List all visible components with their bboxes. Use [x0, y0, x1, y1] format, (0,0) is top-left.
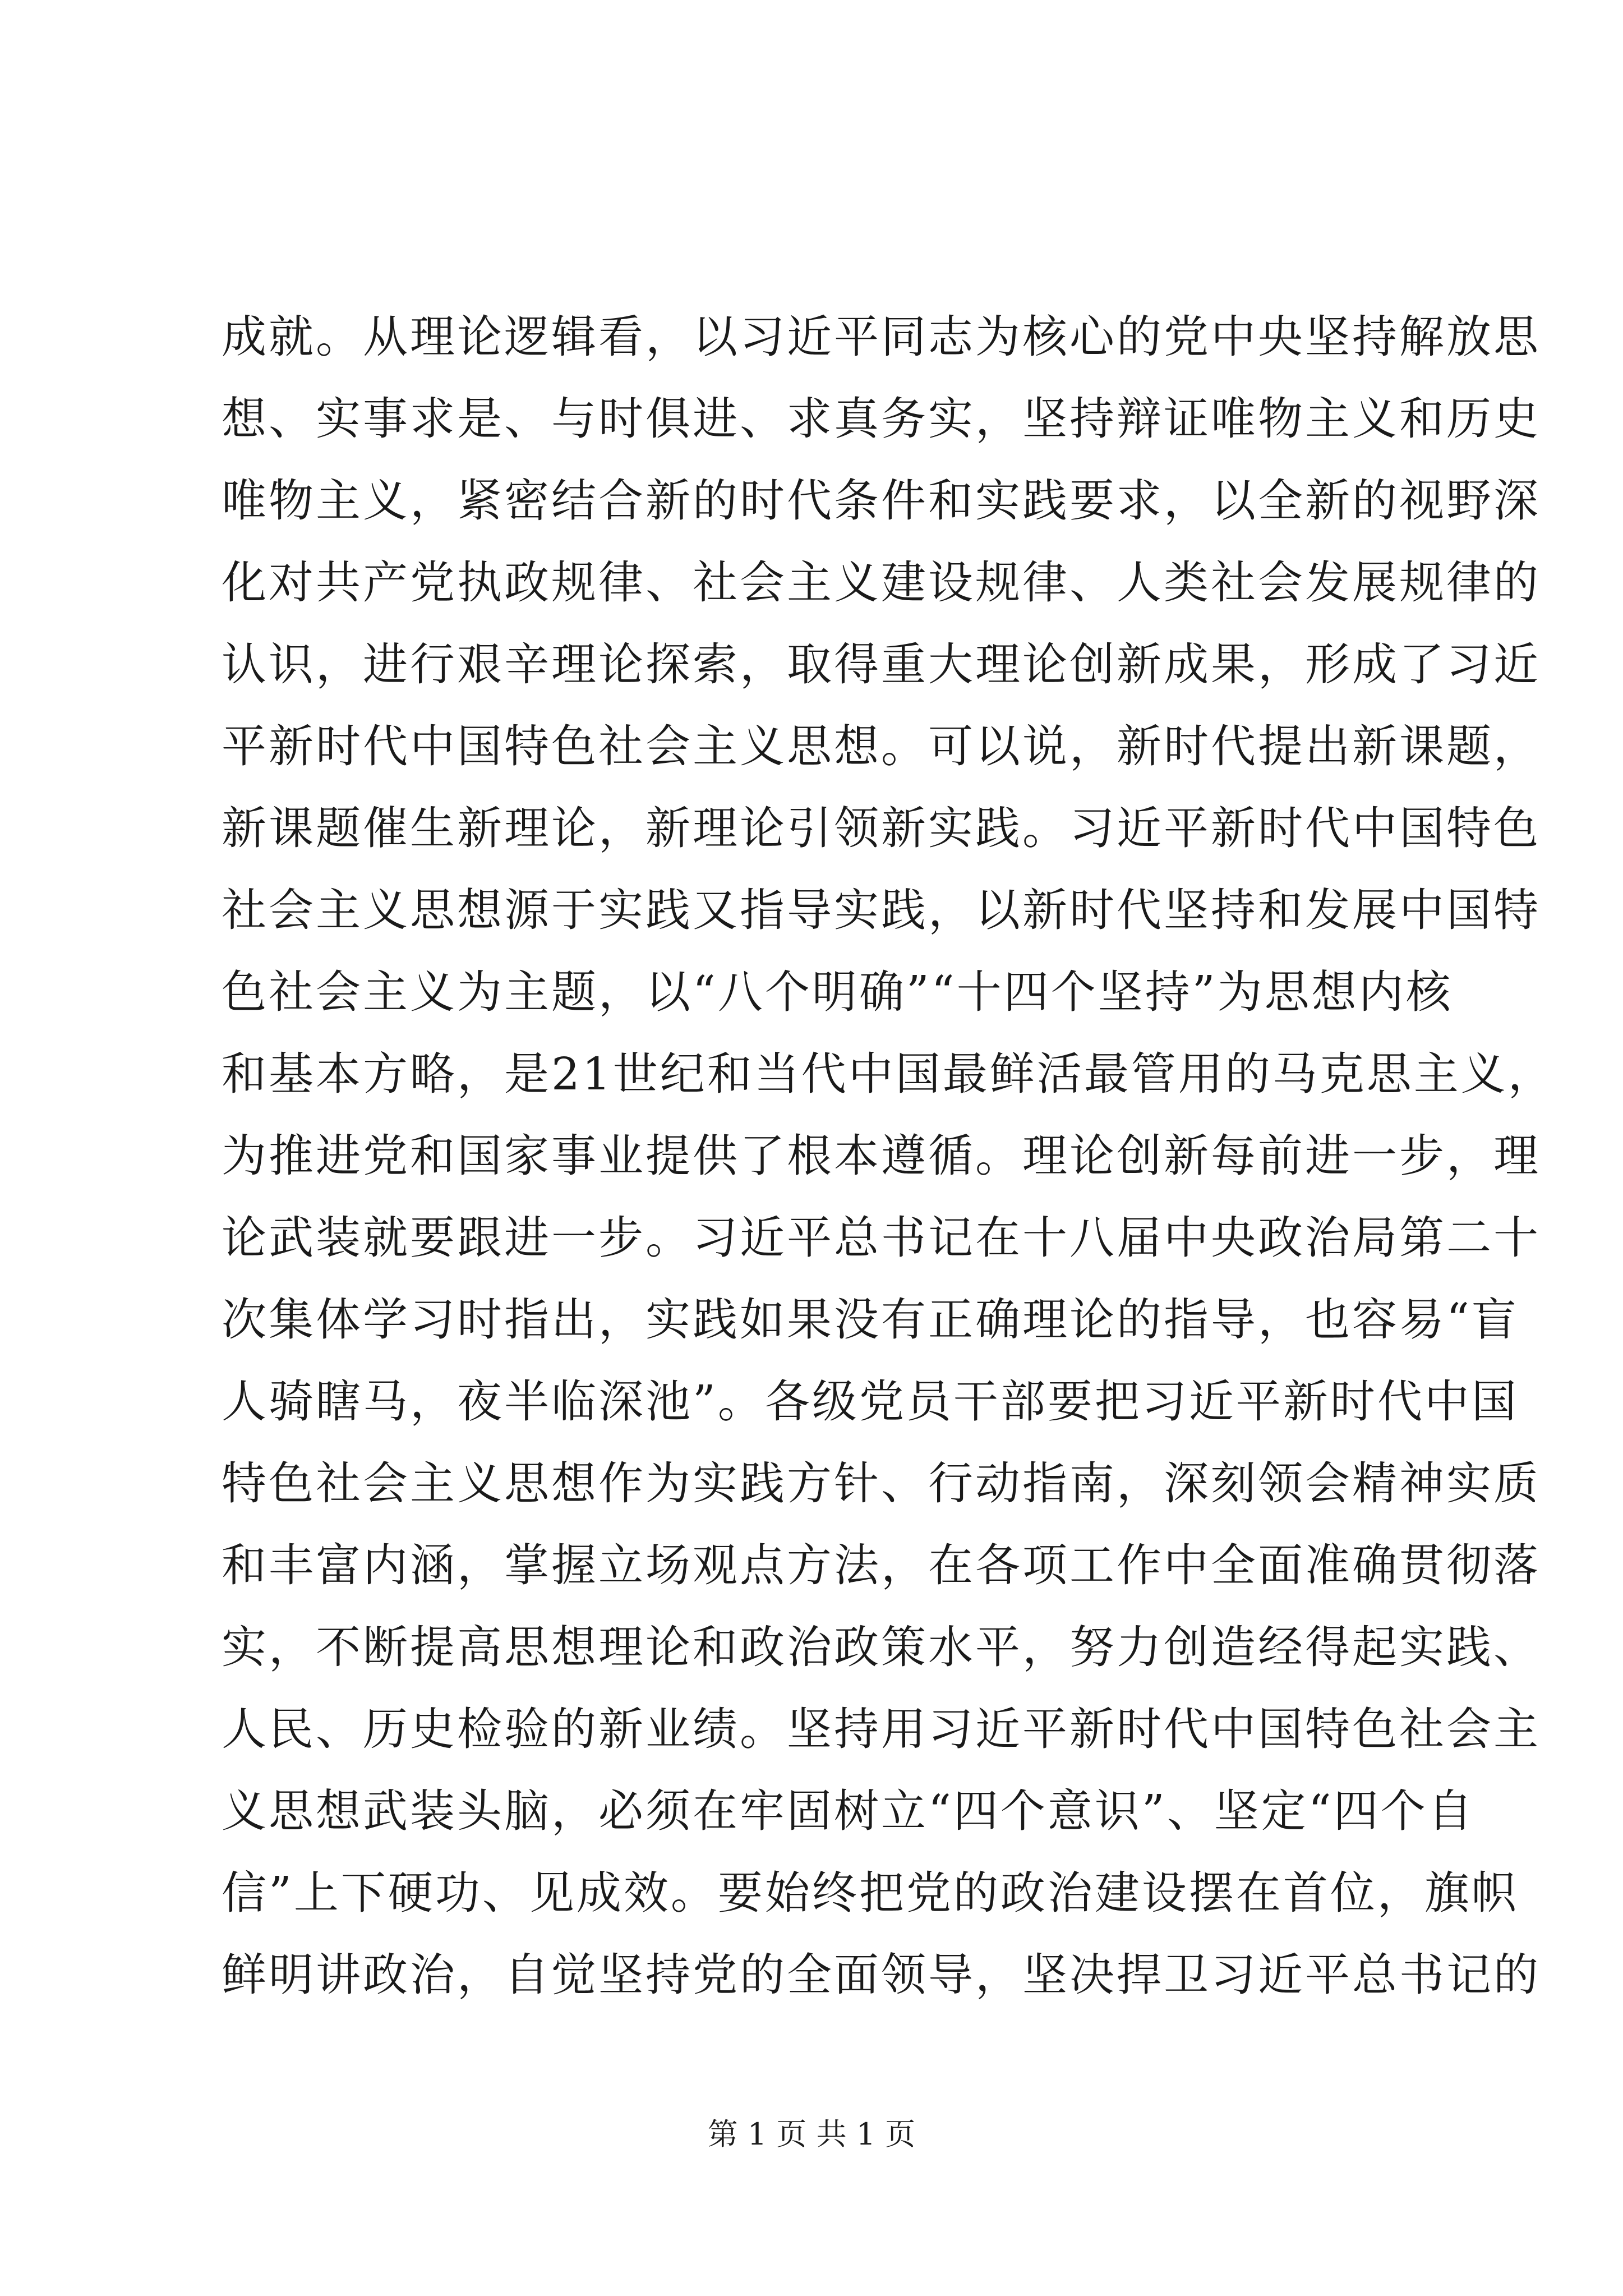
- text-line: 想、实事求是、与时俱进、求真务实，坚持辩证唯物主义和历史: [222, 393, 1541, 445]
- text-line: 鲜明讲政治，自觉坚持党的全面领导，坚决捍卫习近平总书记的: [222, 1949, 1541, 2001]
- text-line: 色社会主义为主题，以“八个明确”“十四个坚持”为思想内核: [222, 966, 1453, 1018]
- body-text: [222, 296, 1555, 2016]
- text-line: 社会主义思想源于实践又指导实践，以新时代坚持和发展中国特: [222, 884, 1541, 936]
- text-line: 实，不断提高思想理论和政治政策水平，努力创造经得起实践、: [222, 1621, 1541, 1673]
- text-line: 平新时代中国特色社会主义思想。可以说，新时代提出新课题，: [222, 720, 1541, 772]
- text-line: 人骑瞎马，夜半临深池”。各级党员干部要把习近平新时代中国: [222, 1375, 1519, 1428]
- text-line: 认识，进行艰辛理论探索，取得重大理论创新成果，形成了习近: [222, 638, 1541, 691]
- text-line: 人民、历史检验的新业绩。坚持用习近平新时代中国特色社会主: [222, 1703, 1541, 1755]
- text-line: 次集体学习时指出，实践如果没有正确理论的指导，也容易“盲: [222, 1294, 1519, 1346]
- text-line: 和基本方略，是21世纪和当代中国最鲜活最管用的马克思主义，: [222, 1048, 1555, 1100]
- page-footer: [0, 2112, 1623, 2157]
- text-line: 为推进党和国家事业提供了根本遵循。理论创新每前进一步，理: [222, 1130, 1541, 1182]
- page-number-label: 第 1 页 共 1 页: [707, 2116, 916, 2152]
- text-line: 义思想武装头脑，必须在牢固树立“四个意识”、坚定“四个自: [222, 1785, 1475, 1837]
- text-line: 成就。从理论逻辑看，以习近平同志为核心的党中央坚持解放思: [222, 311, 1541, 363]
- text-line: 特色社会主义思想作为实践方针、行动指南，深刻领会精神实质: [222, 1457, 1541, 1510]
- text-line: 化对共产党执政规律、社会主义建设规律、人类社会发展规律的: [222, 556, 1541, 609]
- text-line: 和丰富内涵，掌握立场观点方法，在各项工作中全面准确贯彻落: [222, 1539, 1541, 1591]
- text-line: 唯物主义，紧密结合新的时代条件和实践要求，以全新的视野深: [222, 475, 1541, 527]
- text-line: 新课题催生新理论，新理论引领新实践。习近平新时代中国特色: [222, 802, 1541, 854]
- text-line: 论武装就要跟进一步。习近平总书记在十八届中央政治局第二十: [222, 1212, 1541, 1264]
- text-line: 信”上下硬功、见成效。要始终把党的政治建设摆在首位，旗帜: [222, 1867, 1519, 1919]
